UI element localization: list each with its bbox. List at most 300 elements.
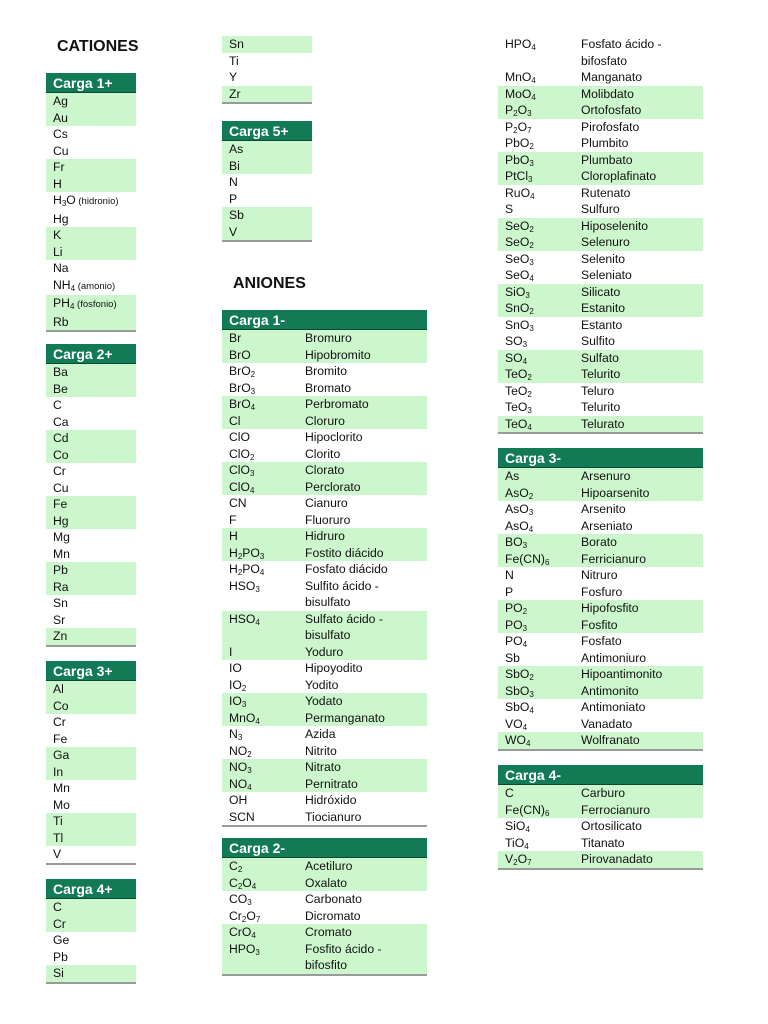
ion-row bbox=[498, 383, 703, 400]
ion-name: Manganato bbox=[581, 70, 642, 84]
ion-row bbox=[46, 916, 136, 933]
ion-formula: SnO$_2$ bbox=[505, 301, 534, 316]
ion-formula: Ag bbox=[53, 94, 68, 108]
ion-formula: H bbox=[53, 176, 62, 191]
ion-formula: C bbox=[505, 786, 514, 800]
ion-row bbox=[498, 633, 703, 650]
ion-formula: Mn bbox=[53, 781, 70, 795]
ion-name: Plumbato bbox=[581, 152, 633, 167]
ion-name: Fosfito bbox=[581, 617, 618, 632]
ion-name: Sulfito ácido - bisulfato bbox=[305, 578, 379, 609]
ion-formula: $HSO_4$ bbox=[229, 611, 260, 627]
ion-formula: I bbox=[229, 644, 233, 659]
ion-formula: Sb bbox=[505, 650, 520, 665]
cation-group-carga-5 bbox=[222, 121, 312, 242]
ion-formula: PbO$_3$ bbox=[505, 152, 534, 168]
ion-name: Ortosilicato bbox=[581, 819, 642, 833]
ion-row bbox=[498, 350, 703, 367]
ion-name: Yodito bbox=[305, 677, 339, 692]
ion-formula: Sn bbox=[229, 37, 244, 51]
ion-row bbox=[222, 792, 427, 809]
ion-name: Perbromato bbox=[305, 397, 369, 411]
group-header: Carga 2+ bbox=[46, 344, 136, 364]
group-body bbox=[46, 364, 136, 647]
ion-formula: Tl bbox=[53, 830, 64, 845]
ion-formula: SeO$_3$ bbox=[505, 251, 534, 267]
ion-name: Carbonato bbox=[305, 892, 362, 906]
group-header: Carga 3+ bbox=[46, 661, 136, 681]
ion-formula: $Cr_2O_7$ bbox=[229, 908, 261, 924]
ion-row bbox=[46, 681, 136, 698]
ion-row bbox=[222, 36, 312, 53]
ion-note: (amonio) bbox=[75, 280, 116, 292]
ion-formula: PtCl$_3$ bbox=[505, 169, 533, 184]
ion-name: Antimonito bbox=[581, 683, 639, 698]
ion-row bbox=[498, 683, 703, 700]
ion-formula: SeO$_2$ bbox=[505, 235, 534, 250]
ion-row bbox=[46, 447, 136, 464]
ion-formula: BrO$_3$ bbox=[229, 380, 256, 396]
ion-note: (hidronio) bbox=[75, 196, 119, 207]
ion-row bbox=[498, 36, 703, 69]
ion-formula: $PH_4$ (fosfonio) bbox=[53, 296, 117, 311]
ion-row bbox=[222, 479, 427, 496]
ion-row bbox=[222, 858, 427, 875]
ion-formula: Au bbox=[53, 110, 68, 125]
ion-name: Borato bbox=[581, 535, 617, 549]
ion-formula: Ca bbox=[53, 414, 69, 429]
ion-row bbox=[46, 899, 136, 916]
ion-formula: Zn bbox=[53, 629, 68, 643]
ion-name: Ortofosfato bbox=[581, 103, 642, 117]
anion-group-carga-1 bbox=[222, 310, 427, 827]
ion-row bbox=[46, 414, 136, 431]
ion-formula: Na bbox=[53, 261, 69, 275]
ion-formula: N bbox=[229, 175, 238, 189]
ion-row bbox=[46, 932, 136, 949]
ion-name: Selenuro bbox=[581, 235, 630, 249]
ion-formula: OH bbox=[229, 793, 248, 807]
ion-name: Tiocianuro bbox=[305, 809, 362, 824]
ion-row bbox=[498, 732, 703, 749]
anion-group-carga-4 bbox=[498, 765, 703, 870]
ion-formula: $WO_4$ bbox=[505, 733, 531, 748]
ion-row bbox=[46, 430, 136, 447]
ion-row bbox=[46, 813, 136, 830]
ion-row bbox=[222, 578, 427, 611]
ion-formula: As bbox=[505, 469, 520, 483]
ion-formula: SiO$_4$ bbox=[505, 819, 530, 834]
ion-formula: Fe bbox=[53, 497, 68, 511]
ion-row bbox=[46, 159, 136, 176]
ion-name: Pirovanadato bbox=[581, 852, 653, 866]
ion-row bbox=[46, 364, 136, 381]
ion-name: Arsenuro bbox=[581, 469, 631, 483]
ion-row bbox=[498, 699, 703, 716]
ion-formula: ClO$_3$ bbox=[229, 463, 255, 478]
ion-formula: Sr bbox=[53, 612, 66, 627]
ion-name: Vanadato bbox=[581, 716, 633, 731]
cation-group-carga-2 bbox=[46, 344, 136, 647]
ion-name: Ferrocianuro bbox=[581, 802, 651, 817]
ion-row bbox=[46, 211, 136, 228]
ion-row bbox=[498, 69, 703, 86]
ion-row bbox=[46, 628, 136, 645]
ion-formula: $H_2PO_3$ bbox=[229, 545, 265, 561]
group-header: Carga 3- bbox=[498, 448, 703, 468]
ion-formula: Cd bbox=[53, 431, 69, 445]
ion-formula: $IO_3$ bbox=[229, 694, 247, 709]
ion-row bbox=[498, 300, 703, 317]
ion-row bbox=[498, 284, 703, 301]
ion-formula: $PO_2$ bbox=[505, 601, 528, 616]
ion-formula: P bbox=[229, 191, 238, 206]
ion-name: Yodato bbox=[305, 694, 343, 708]
ion-row bbox=[46, 797, 136, 814]
anion-group-carga-2 bbox=[222, 838, 427, 976]
ion-formula: Al bbox=[53, 682, 64, 696]
ion-formula: $NO_2$ bbox=[229, 743, 252, 759]
ion-formula: Sn bbox=[53, 596, 68, 610]
ion-row bbox=[498, 818, 703, 835]
ion-formula: MnO$_4$ bbox=[229, 710, 260, 726]
ion-formula: SeO$_2$ bbox=[505, 218, 534, 234]
ion-row bbox=[222, 677, 427, 694]
ion-row bbox=[498, 218, 703, 235]
ion-row bbox=[222, 141, 312, 158]
ion-name: Selenito bbox=[581, 251, 626, 266]
anion-group-carga-3 bbox=[498, 448, 703, 751]
ion-name: Nitruro bbox=[581, 568, 618, 582]
ion-row bbox=[222, 446, 427, 463]
ion-formula: Cr bbox=[53, 464, 66, 478]
ion-name: Hidruro bbox=[305, 529, 345, 543]
ion-formula: Ti bbox=[53, 814, 63, 828]
ion-formula: $VO_4$ bbox=[505, 716, 528, 732]
ion-name: Sulfito bbox=[581, 334, 615, 348]
group-body bbox=[46, 899, 136, 984]
ion-formula: $H_3O$ (hidronio) bbox=[53, 193, 119, 208]
ion-row bbox=[46, 513, 136, 530]
ion-formula: Cr bbox=[53, 916, 66, 931]
ion-name: Antimoniuro bbox=[581, 650, 647, 665]
ion-formula: $PO_3$ bbox=[505, 617, 528, 633]
ion-name: Titanato bbox=[581, 835, 625, 850]
ion-formula: Co bbox=[53, 447, 69, 462]
group-header: Carga 1+ bbox=[46, 73, 136, 93]
ion-name: Hidróxido bbox=[305, 793, 357, 807]
group-header: Carga 5+ bbox=[222, 121, 312, 141]
ion-formula: $PO_4$ bbox=[505, 634, 528, 649]
ion-name: Telurato bbox=[581, 416, 625, 431]
ion-formula: Cu bbox=[53, 143, 69, 158]
ion-row bbox=[222, 396, 427, 413]
ion-row bbox=[46, 126, 136, 143]
ion-name: Nitrito bbox=[305, 743, 337, 758]
ion-row bbox=[222, 759, 427, 776]
ion-formula: IO bbox=[229, 661, 242, 675]
ion-formula: TiO$_4$ bbox=[505, 835, 529, 851]
ion-name: Fosfato bbox=[581, 634, 622, 648]
ion-formula: Cu bbox=[53, 480, 69, 495]
ion-formula: CN bbox=[229, 496, 247, 510]
ion-formula: Bi bbox=[229, 158, 240, 173]
ion-row bbox=[222, 891, 427, 908]
ion-formula: Ba bbox=[53, 365, 68, 379]
ion-name: Antimoniato bbox=[581, 700, 646, 714]
ion-row bbox=[222, 660, 427, 677]
ion-row bbox=[46, 227, 136, 244]
ion-formula: $H_2PO_4$ bbox=[229, 562, 265, 577]
ion-row bbox=[498, 267, 703, 284]
ion-row bbox=[498, 468, 703, 485]
ion-formula: H bbox=[229, 529, 238, 543]
ion-formula: Li bbox=[53, 244, 63, 259]
ion-row bbox=[498, 666, 703, 683]
ion-row bbox=[46, 714, 136, 731]
ion-row bbox=[46, 830, 136, 847]
ion-row bbox=[46, 780, 136, 797]
ion-row bbox=[498, 317, 703, 334]
group-header: Carga 4+ bbox=[46, 879, 136, 899]
ion-name: Perclorato bbox=[305, 479, 361, 494]
ion-name: Hipofosfito bbox=[581, 601, 639, 615]
ion-formula: BrO$_2$ bbox=[229, 364, 256, 379]
ion-formula: TeO$_3$ bbox=[505, 400, 532, 415]
ion-formula: $IO_2$ bbox=[229, 677, 247, 693]
ion-formula: Br bbox=[229, 331, 242, 345]
ion-formula: V bbox=[229, 224, 238, 239]
ion-row bbox=[46, 846, 136, 863]
ion-row bbox=[46, 260, 136, 277]
ion-name: Pirofosfato bbox=[581, 119, 640, 134]
ion-name: Fosfato ácido - bifosfato bbox=[581, 37, 662, 68]
group-body bbox=[222, 330, 427, 827]
ion-name: Clorato bbox=[305, 463, 345, 477]
ion-formula: Cr bbox=[53, 715, 66, 729]
group-body bbox=[46, 681, 136, 865]
ion-row bbox=[222, 191, 312, 208]
ion-formula: Si bbox=[53, 966, 64, 980]
ion-name: Molibdato bbox=[581, 86, 634, 101]
cation-group-carga-4 bbox=[46, 879, 136, 984]
ion-row bbox=[498, 416, 703, 433]
ion-row bbox=[498, 201, 703, 218]
group-body bbox=[498, 468, 703, 751]
ion-row bbox=[498, 835, 703, 852]
ion-row bbox=[222, 908, 427, 925]
ion-name: Bromuro bbox=[305, 331, 352, 345]
ion-name: Fosfito ácido - bifosfito bbox=[305, 941, 382, 972]
ion-name: Bromato bbox=[305, 380, 352, 395]
ion-row bbox=[222, 413, 427, 430]
ion-formula: SCN bbox=[229, 809, 255, 824]
ion-row bbox=[498, 185, 703, 202]
ion-row bbox=[498, 366, 703, 383]
ion-name: Silicato bbox=[581, 284, 621, 299]
ion-row bbox=[46, 747, 136, 764]
ion-formula: $BO_3$ bbox=[505, 535, 528, 550]
ion-name: Hipoantimonito bbox=[581, 667, 663, 681]
ion-formula: N bbox=[505, 568, 514, 582]
ion-formula: AsO$_2$ bbox=[505, 485, 534, 501]
ion-row bbox=[498, 650, 703, 667]
ion-row bbox=[222, 86, 312, 103]
group-body bbox=[498, 785, 703, 870]
ion-formula: Hg bbox=[53, 211, 69, 226]
group-body bbox=[46, 93, 136, 332]
ion-name: Hiposelenito bbox=[581, 218, 649, 233]
ion-formula: $SO_3$ bbox=[505, 334, 528, 349]
group-body bbox=[222, 141, 312, 242]
ion-row bbox=[46, 176, 136, 193]
ion-name: Plumbito bbox=[581, 136, 629, 150]
ion-row bbox=[222, 941, 427, 974]
ion-row bbox=[222, 429, 427, 446]
ion-row bbox=[46, 965, 136, 982]
ion-formula: K bbox=[53, 228, 62, 242]
ion-name: Hipoclorito bbox=[305, 430, 363, 444]
ion-formula: Sb bbox=[229, 208, 244, 222]
ion-formula: $C_2O_4$ bbox=[229, 875, 257, 891]
ion-name: Telurito bbox=[581, 400, 621, 414]
cation-group-carga-1 bbox=[46, 73, 136, 332]
ion-row bbox=[498, 534, 703, 551]
ion-row bbox=[222, 809, 427, 826]
ion-name: Fosfuro bbox=[581, 584, 623, 599]
ion-row bbox=[46, 277, 136, 296]
ion-name: Oxalato bbox=[305, 875, 348, 890]
ion-name: Teluro bbox=[581, 383, 615, 398]
ion-formula: RuO$_4$ bbox=[505, 185, 535, 201]
ion-row bbox=[498, 716, 703, 733]
ion-formula: AsO$_3$ bbox=[505, 502, 534, 517]
ion-name: Bromito bbox=[305, 364, 347, 378]
ion-formula: MoO$_4$ bbox=[505, 86, 536, 102]
ion-row bbox=[46, 480, 136, 497]
ion-formula: $P_2O_7$ bbox=[505, 119, 532, 135]
ion-row bbox=[222, 347, 427, 364]
ion-formula: Hg bbox=[53, 513, 69, 528]
ion-formula: Ge bbox=[53, 933, 70, 947]
ion-formula: Fe bbox=[53, 731, 68, 746]
ion-row bbox=[498, 234, 703, 251]
ion-name: Estanto bbox=[581, 317, 623, 332]
ion-name: Telurito bbox=[581, 367, 621, 381]
cation-group-carga-4-cont bbox=[222, 36, 312, 104]
ion-row bbox=[222, 545, 427, 562]
ion-row bbox=[222, 528, 427, 545]
aniones-title: ANIONES bbox=[233, 275, 306, 292]
ion-formula: TeO$_2$ bbox=[505, 383, 532, 399]
ion-name: Rutenato bbox=[581, 185, 631, 200]
ion-name: Seleniato bbox=[581, 268, 632, 282]
ion-formula: Mo bbox=[53, 797, 70, 812]
ion-formula: BrO bbox=[229, 347, 251, 362]
ion-row bbox=[222, 512, 427, 529]
ion-formula: $N_3$ bbox=[229, 727, 243, 742]
ion-row bbox=[222, 224, 312, 241]
ion-name: Dicromato bbox=[305, 908, 361, 923]
ion-name: Cromato bbox=[305, 925, 352, 939]
ion-row bbox=[222, 53, 312, 70]
ion-row bbox=[498, 567, 703, 584]
ion-row bbox=[46, 731, 136, 748]
ion-row bbox=[222, 330, 427, 347]
ion-row bbox=[222, 710, 427, 727]
ion-row bbox=[222, 875, 427, 892]
ion-row bbox=[222, 174, 312, 191]
ion-row bbox=[46, 397, 136, 414]
ion-name: Arseniato bbox=[581, 518, 633, 533]
ion-formula: TeO$_2$ bbox=[505, 367, 532, 382]
ion-formula: In bbox=[53, 764, 64, 779]
group-body bbox=[222, 36, 312, 104]
ion-name: Nitrato bbox=[305, 760, 341, 774]
ion-formula: $V_2O_7$ bbox=[505, 852, 532, 867]
ion-formula: $NO_4$ bbox=[229, 776, 252, 792]
ion-row bbox=[498, 333, 703, 350]
ion-name: Acetiluro bbox=[305, 859, 353, 873]
cation-group-carga-3 bbox=[46, 661, 136, 865]
cationes-title: CATIONES bbox=[57, 38, 139, 55]
ion-formula: ClO$_4$ bbox=[229, 479, 255, 495]
ion-name: Fluoruro bbox=[305, 512, 351, 527]
ion-formula: Y bbox=[229, 70, 238, 84]
ion-row bbox=[46, 463, 136, 480]
ion-row bbox=[222, 561, 427, 578]
ion-row bbox=[46, 314, 136, 331]
ion-row bbox=[46, 595, 136, 612]
group-body bbox=[498, 36, 703, 434]
ion-row bbox=[46, 244, 136, 261]
ion-formula: Zr bbox=[229, 86, 241, 101]
ion-name: Cloroplafinato bbox=[581, 169, 657, 183]
group-header: Carga 2- bbox=[222, 838, 427, 858]
ion-formula: $HPO_4$ bbox=[505, 37, 536, 52]
ion-name: Arsenito bbox=[581, 502, 626, 516]
ion-name: Cloruro bbox=[305, 413, 345, 428]
ion-formula: Ra bbox=[53, 579, 69, 594]
ion-formula: TeO$_4$ bbox=[505, 416, 532, 432]
ion-formula: Cl bbox=[229, 413, 241, 428]
ion-formula: ClO bbox=[229, 430, 250, 444]
ion-formula: SnO$_3$ bbox=[505, 317, 534, 333]
ion-formula: PbO$_2$ bbox=[505, 136, 534, 151]
ion-formula: CrO$_4$ bbox=[229, 925, 256, 940]
ion-name: Sulfuro bbox=[581, 202, 620, 216]
ion-formula: Mn bbox=[53, 546, 70, 561]
ion-row bbox=[498, 518, 703, 535]
ion-name: Sulfato bbox=[581, 350, 619, 365]
ion-row bbox=[498, 152, 703, 169]
ion-name: Sulfato ácido - bisulfato bbox=[305, 611, 383, 642]
ion-row bbox=[46, 381, 136, 398]
ion-formula: C bbox=[53, 900, 62, 914]
ion-row bbox=[498, 86, 703, 103]
ion-row bbox=[498, 119, 703, 136]
ion-formula: As bbox=[229, 142, 244, 156]
ion-row bbox=[222, 924, 427, 941]
ion-formula: $C_2$ bbox=[229, 859, 243, 874]
ion-row bbox=[222, 726, 427, 743]
ion-row bbox=[222, 380, 427, 397]
ion-formula: Mg bbox=[53, 530, 70, 544]
ion-row bbox=[46, 698, 136, 715]
ion-row bbox=[222, 158, 312, 175]
ion-row bbox=[222, 495, 427, 512]
ion-formula: $Fe(CN)_6$ bbox=[505, 802, 550, 818]
